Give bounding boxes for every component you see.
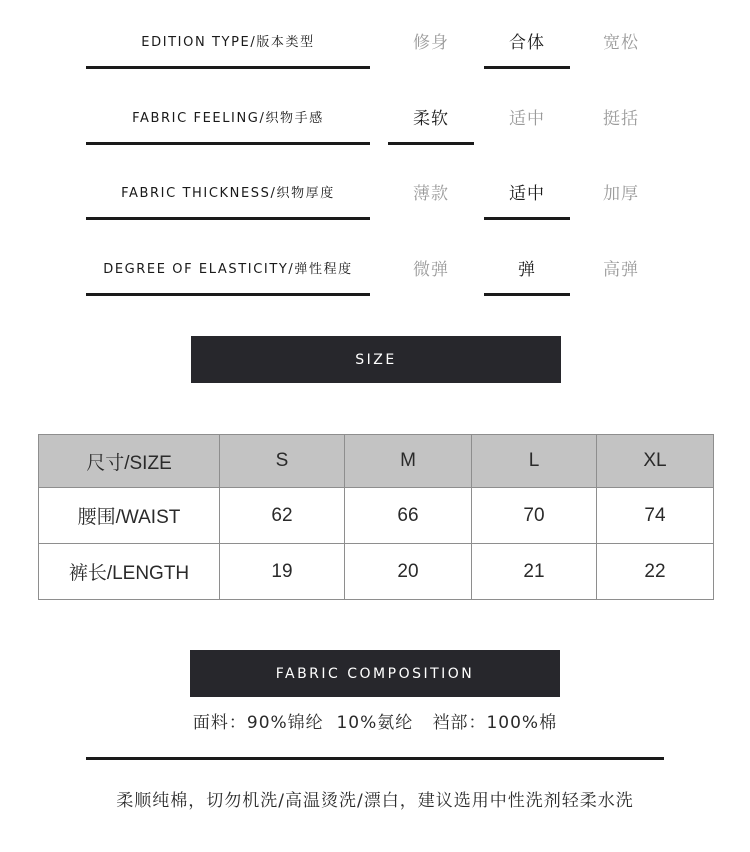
size-banner: SIZE — [191, 336, 561, 383]
selected-underline — [388, 142, 474, 145]
divider — [86, 757, 664, 760]
table-header-cell: XL — [597, 435, 714, 488]
composition-text: 面料：90%锦纶 10%氨纶 裆部：100%棉 — [192, 713, 558, 733]
attr-option: 适中 — [509, 108, 545, 129]
attr-label-underline — [86, 66, 370, 69]
table-header-row — [39, 435, 714, 488]
table-cell: 70 — [472, 488, 597, 544]
attr-label: FABRIC THICKNESS/织物厚度 — [121, 185, 335, 201]
attr-option: 加厚 — [603, 183, 639, 204]
table-cell: 19 — [220, 544, 345, 600]
selected-underline — [484, 66, 570, 69]
attr-option-selected: 适中 — [509, 183, 545, 204]
attr-option-selected: 柔软 — [413, 108, 449, 129]
table-header-cell: S — [220, 435, 345, 488]
table-cell: 21 — [472, 544, 597, 600]
size-table — [38, 434, 714, 600]
table-row — [39, 544, 714, 600]
table-row — [39, 488, 714, 544]
attr-label: FABRIC FEELING/织物手感 — [132, 110, 324, 126]
table-cell: 裤长/LENGTH — [39, 544, 220, 600]
table-header-cell: L — [472, 435, 597, 488]
attr-option: 挺括 — [603, 108, 639, 129]
attr-option: 微弹 — [413, 259, 449, 280]
table-cell: 66 — [345, 488, 472, 544]
care-instructions: 柔顺纯棉，切勿机洗/高温烫洗/漂白，建议选用中性洗剂轻柔水洗 — [116, 791, 634, 811]
attr-option: 薄款 — [413, 183, 449, 204]
attr-option-selected: 合体 — [509, 32, 545, 53]
selected-underline — [484, 217, 570, 220]
attr-row-edition-type — [0, 22, 750, 82]
fabric-composition-banner: FABRIC COMPOSITION — [190, 650, 560, 697]
attr-label: DEGREE OF ELASTICITY/弹性程度 — [103, 261, 353, 277]
table-header-cell: M — [345, 435, 472, 488]
table-cell: 22 — [597, 544, 714, 600]
table-cell: 腰围/WAIST — [39, 488, 220, 544]
attr-option-selected: 弹 — [518, 259, 536, 280]
attr-row-elasticity — [0, 249, 750, 309]
table-cell: 62 — [220, 488, 345, 544]
selected-underline — [484, 293, 570, 296]
attr-option: 宽松 — [603, 32, 639, 53]
table-header-cell: 尺寸/SIZE — [39, 435, 220, 488]
attr-label-underline — [86, 217, 370, 220]
attr-label: EDITION TYPE/版本类型 — [141, 34, 315, 50]
attr-row-fabric-thickness — [0, 173, 750, 233]
table-cell: 74 — [597, 488, 714, 544]
attr-row-fabric-feeling — [0, 98, 750, 158]
attr-option: 修身 — [413, 32, 449, 53]
attr-option: 高弹 — [603, 259, 639, 280]
table-cell: 20 — [345, 544, 472, 600]
attr-label-underline — [86, 293, 370, 296]
attr-label-underline — [86, 142, 370, 145]
